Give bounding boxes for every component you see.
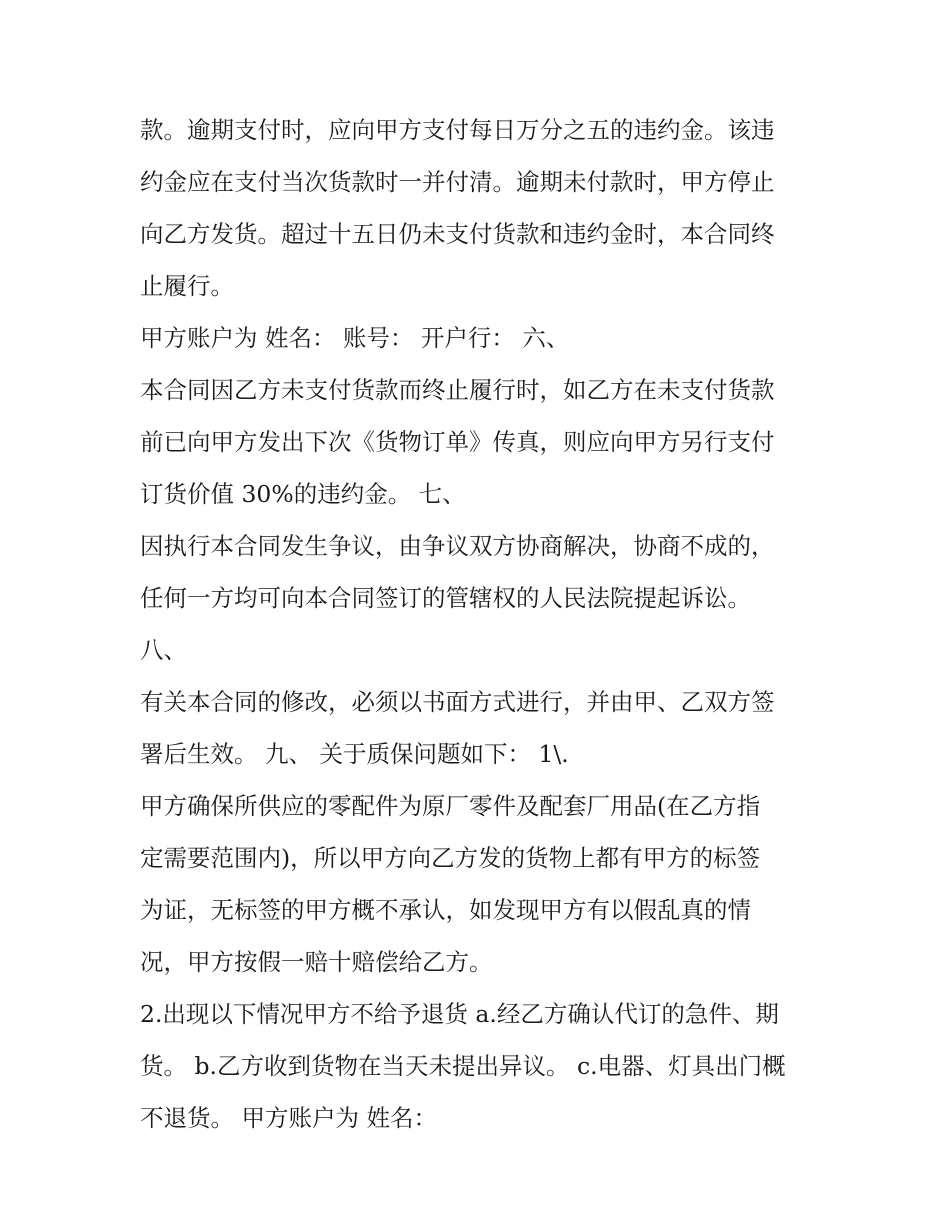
document-body [140, 104, 820, 1144]
text-line: 甲方账户为 姓名： 账号： 开户行： 六、 [140, 324, 570, 352]
text-line: 不退货。 甲方账户为 姓名： [140, 1104, 437, 1132]
text-line: 况，甲方按假一赔十赔偿给乙方。 [140, 948, 493, 976]
text-line: 为证，无标签的甲方概不承认，如发现甲方有以假乱真的情 [140, 896, 751, 924]
text-line: 因执行本合同发生争议，由争议双方协商解决，协商不成的， [140, 532, 775, 560]
text-line: 向乙方发货。超过十五日仍未支付货款和违约金时，本合同终 [140, 220, 775, 248]
text-line: 订货价值 30%的违约金。 七、 [140, 480, 466, 508]
text-line: 款。逾期支付时，应向甲方支付每日万分之五的违约金。该违 [140, 116, 775, 144]
text-line: 前已向甲方发出下次《货物订单》传真，则应向甲方另行支付 [140, 428, 775, 456]
text-line: 约金应在支付当次货款时一并付清。逾期未付款时，甲方停止 [140, 168, 775, 196]
text-line: 署后生效。 九、 关于质保问题如下： 1\. [140, 740, 569, 768]
text-line: 有关本合同的修改，必须以书面方式进行，并由甲、乙双方签 [140, 688, 775, 716]
text-line: 本合同因乙方未支付货款而终止履行时，如乙方在未支付货款 [140, 376, 775, 404]
text-line: 止履行。 [140, 272, 234, 300]
text-line: 货。 b.乙方收到货物在当天未提出异议。 c.电器、灯具出门概 [140, 1052, 786, 1080]
text-line: 任何一方均可向本合同签订的管辖权的人民法院提起诉讼。 [140, 584, 751, 612]
text-line: 八、 [140, 636, 187, 664]
text-line: 甲方确保所供应的零配件为原厂零件及配套厂用品(在乙方指 [140, 792, 761, 820]
text-line: 2.出现以下情况甲方不给予退货 a.经乙方确认代订的急件、期 [140, 1000, 779, 1028]
text-line: 定需要范围内)，所以甲方向乙方发的货物上都有甲方的标签 [140, 844, 761, 872]
